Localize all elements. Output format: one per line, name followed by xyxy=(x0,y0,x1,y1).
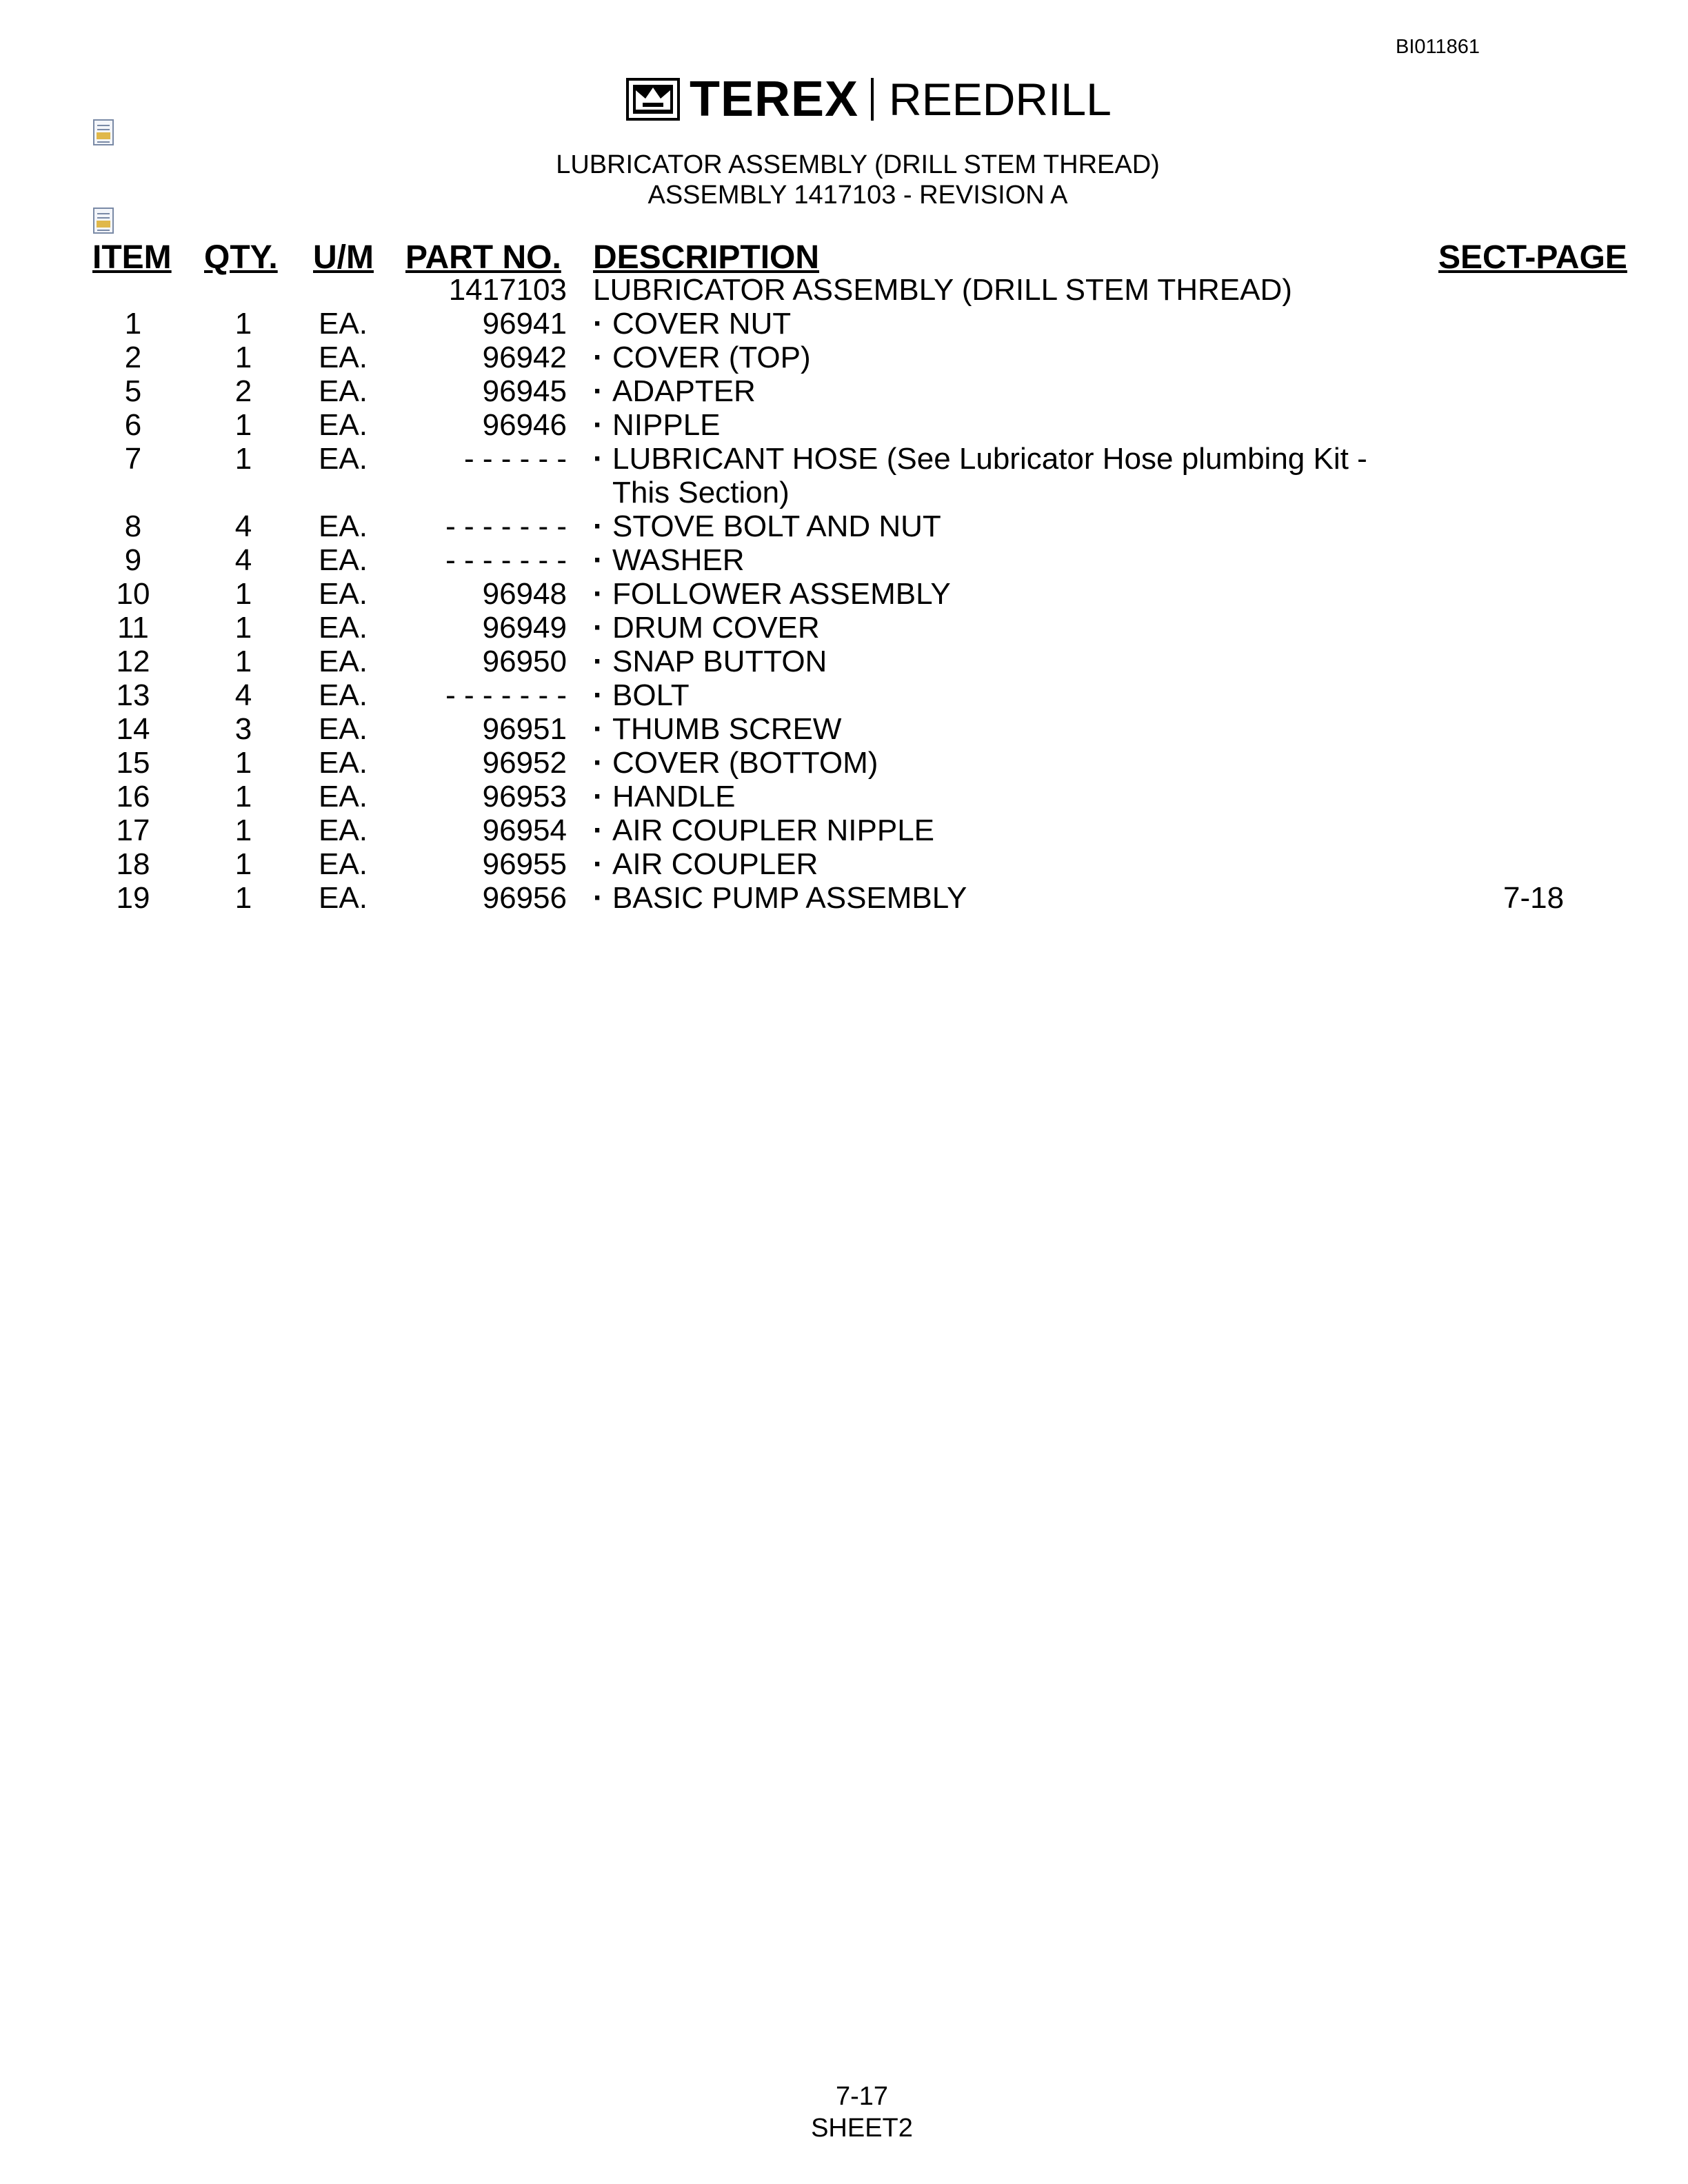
qty-cell: 1 xyxy=(234,341,252,374)
logo-brand-text: TEREX xyxy=(690,72,859,127)
item-cell: 10 xyxy=(116,577,150,611)
part-number-cell: 96948 xyxy=(482,577,567,611)
logo-divider xyxy=(871,78,874,121)
table-row xyxy=(0,813,1688,847)
description-cell: · BOLT xyxy=(593,678,1412,712)
part-number-cell: 1417103 xyxy=(448,273,567,307)
table-row xyxy=(0,273,1688,307)
part-number-cell: - - - - - - - xyxy=(445,678,567,712)
um-cell: EA. xyxy=(319,780,368,813)
part-number-cell: 96954 xyxy=(482,813,567,847)
document-icon[interactable] xyxy=(91,119,119,149)
part-number-cell: 96952 xyxy=(482,746,567,780)
item-cell: 18 xyxy=(116,847,150,881)
terex-reedrill-logo xyxy=(626,72,1112,127)
table-row xyxy=(0,543,1688,577)
item-cell: 15 xyxy=(116,746,150,780)
page-subtitle: ASSEMBLY 1417103 - REVISION A xyxy=(647,181,1068,210)
description-cell: · STOVE BOLT AND NUT xyxy=(593,509,1412,543)
page-title: LUBRICATOR ASSEMBLY (DRILL STEM THREAD) xyxy=(556,150,1160,179)
qty-cell: 1 xyxy=(234,780,252,813)
um-cell: EA. xyxy=(319,645,368,678)
part-number-cell: 96942 xyxy=(482,341,567,374)
description-cell: · DRUM COVER xyxy=(593,611,1412,645)
um-cell: EA. xyxy=(319,678,368,712)
qty-cell: 1 xyxy=(234,307,252,341)
part-number-cell: 96945 xyxy=(482,374,567,408)
qty-cell: 1 xyxy=(234,746,252,780)
item-cell: 13 xyxy=(116,678,150,712)
um-cell: EA. xyxy=(319,442,368,476)
table-row xyxy=(0,712,1688,746)
um-cell: EA. xyxy=(319,746,368,780)
um-cell: EA. xyxy=(319,847,368,881)
qty-cell: 1 xyxy=(234,813,252,847)
description-cell: · AIR COUPLER xyxy=(593,847,1412,881)
qty-cell: 1 xyxy=(234,577,252,611)
qty-cell: 4 xyxy=(234,543,252,577)
qty-cell: 1 xyxy=(234,645,252,678)
table-row xyxy=(0,847,1688,881)
part-number-cell: 96956 xyxy=(482,881,567,915)
part-number-cell: 96946 xyxy=(482,408,567,442)
um-cell: EA. xyxy=(319,881,368,915)
description-cell: · COVER (TOP) xyxy=(593,341,1412,374)
um-cell: EA. xyxy=(319,341,368,374)
table-row xyxy=(0,611,1688,645)
column-header-item: ITEM xyxy=(92,239,172,276)
item-cell: 1 xyxy=(124,307,142,341)
column-header-um: U/M xyxy=(313,239,374,276)
description-cell: · NIPPLE xyxy=(593,408,1412,442)
page-number: 7-17 xyxy=(835,2082,889,2111)
document-icon[interactable] xyxy=(91,207,119,237)
qty-cell: 1 xyxy=(234,881,252,915)
item-cell: 19 xyxy=(116,881,150,915)
part-number-cell: - - - - - - xyxy=(463,442,567,476)
um-cell: EA. xyxy=(319,577,368,611)
item-cell: 16 xyxy=(116,780,150,813)
logo-product-text: REEDRILL xyxy=(889,74,1112,125)
qty-cell: 3 xyxy=(234,712,252,746)
part-number-cell: - - - - - - - xyxy=(445,509,567,543)
table-row xyxy=(0,746,1688,780)
table-row xyxy=(0,374,1688,408)
item-cell: 17 xyxy=(116,813,150,847)
parts-table xyxy=(0,273,1688,915)
description-cell: · LUBRICANT HOSE (See Lubricator Hose plumbing Kit - This Section) xyxy=(593,442,1412,509)
item-cell: 6 xyxy=(124,408,142,442)
description-cell: · COVER NUT xyxy=(593,307,1412,341)
part-number-cell: 96941 xyxy=(482,307,567,341)
table-row xyxy=(0,645,1688,678)
part-number-cell: - - - - - - - xyxy=(445,543,567,577)
description-cell: · THUMB SCREW xyxy=(593,712,1412,746)
description-cell: · FOLLOWER ASSEMBLY xyxy=(593,577,1412,611)
qty-cell: 4 xyxy=(234,509,252,543)
sect-page-cell: 7-18 xyxy=(1503,881,1565,915)
item-cell: 11 xyxy=(117,611,149,645)
table-row xyxy=(0,341,1688,374)
um-cell: EA. xyxy=(319,408,368,442)
table-row xyxy=(0,881,1688,915)
qty-cell: 1 xyxy=(234,408,252,442)
table-row xyxy=(0,780,1688,813)
qty-cell: 2 xyxy=(234,374,252,408)
sheet-label: SHEET2 xyxy=(811,2114,913,2143)
description-cell: · AIR COUPLER NIPPLE xyxy=(593,813,1412,847)
description-cell: · ADAPTER xyxy=(593,374,1412,408)
um-cell: EA. xyxy=(319,307,368,341)
column-header-part-no: PART NO. xyxy=(405,239,561,276)
item-cell: 8 xyxy=(124,509,142,543)
description-cell: LUBRICATOR ASSEMBLY (DRILL STEM THREAD) xyxy=(593,273,1292,307)
um-cell: EA. xyxy=(319,813,368,847)
qty-cell: 1 xyxy=(234,847,252,881)
item-cell: 5 xyxy=(124,374,142,408)
part-number-cell: 96953 xyxy=(482,780,567,813)
item-cell: 9 xyxy=(124,543,142,577)
description-cell: · WASHER xyxy=(593,543,1412,577)
column-header-qty: QTY. xyxy=(204,239,278,276)
column-header-sect-page: SECT-PAGE xyxy=(1438,239,1627,276)
part-number-cell: 96950 xyxy=(482,645,567,678)
um-cell: EA. xyxy=(319,374,368,408)
table-row xyxy=(0,408,1688,442)
description-cell: · COVER (BOTTOM) xyxy=(593,746,1412,780)
description-cell: · HANDLE xyxy=(593,780,1412,813)
table-row xyxy=(0,678,1688,712)
description-cell: · SNAP BUTTON xyxy=(593,645,1412,678)
table-row xyxy=(0,577,1688,611)
part-number-cell: 96951 xyxy=(482,712,567,746)
table-row xyxy=(0,509,1688,543)
um-cell: EA. xyxy=(319,543,368,577)
description-cell: · BASIC PUMP ASSEMBLY xyxy=(593,881,1412,915)
um-cell: EA. xyxy=(319,611,368,645)
part-number-cell: 96949 xyxy=(482,611,567,645)
table-row xyxy=(0,307,1688,341)
um-cell: EA. xyxy=(319,509,368,543)
part-number-cell: 96955 xyxy=(482,847,567,881)
qty-cell: 4 xyxy=(234,678,252,712)
item-cell: 14 xyxy=(116,712,150,746)
um-cell: EA. xyxy=(319,712,368,746)
qty-cell: 1 xyxy=(234,611,252,645)
item-cell: 12 xyxy=(116,645,150,678)
document-id: BI011861 xyxy=(1396,36,1480,58)
item-cell: 2 xyxy=(124,341,142,374)
column-header-description: DESCRIPTION xyxy=(593,239,820,276)
terex-crown-icon xyxy=(626,78,680,121)
table-row xyxy=(0,442,1688,509)
qty-cell: 1 xyxy=(234,442,252,476)
item-cell: 7 xyxy=(124,442,142,476)
